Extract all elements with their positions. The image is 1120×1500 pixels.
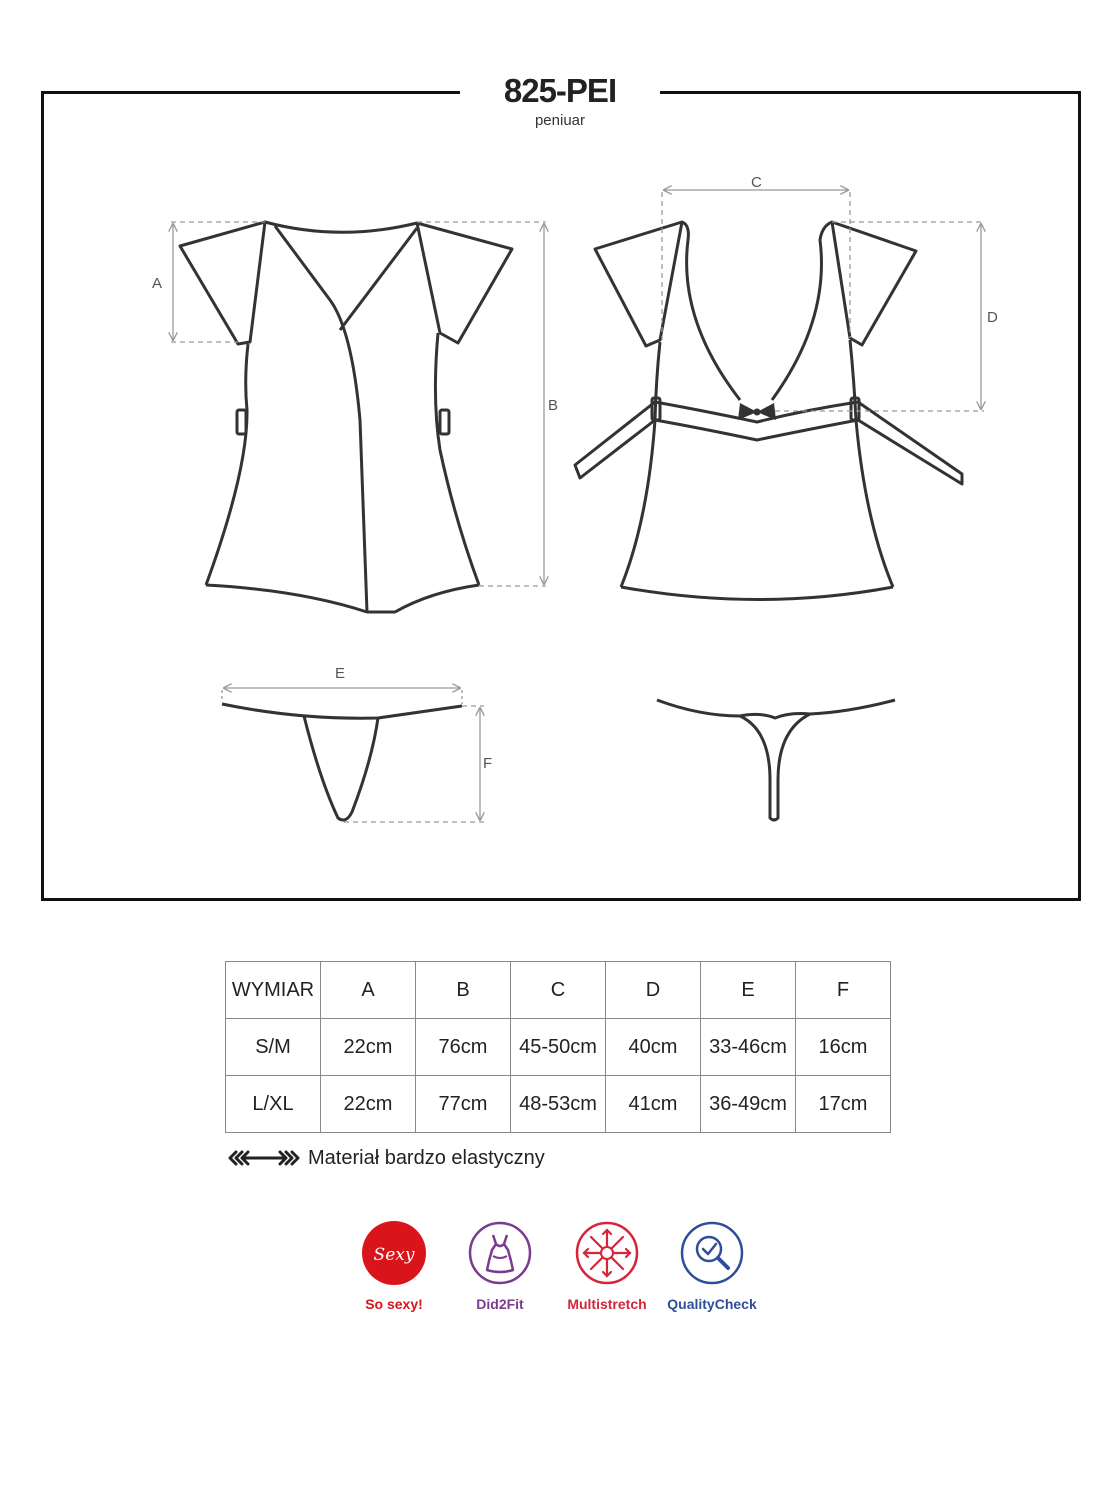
table-row	[226, 1019, 891, 1076]
badge-label: QualityCheck	[667, 1296, 757, 1312]
table-cell: 16cm	[796, 1019, 891, 1076]
badge-so-sexy	[339, 1220, 449, 1312]
table-header-row	[226, 962, 891, 1019]
table-header-cell: E	[701, 962, 796, 1019]
dimension-d	[775, 222, 998, 411]
dimension-f	[344, 706, 492, 822]
table-header-cell: F	[796, 962, 891, 1019]
sexy-badge-icon	[361, 1220, 427, 1286]
dimension-d-label: D	[987, 309, 998, 326]
sexy-badge-text: Sexy	[373, 1245, 415, 1265]
stretch-note	[228, 1145, 545, 1171]
thong-front-outline	[222, 704, 462, 820]
dimension-c-label: C	[751, 174, 762, 191]
quality-check-magnifier-icon	[679, 1220, 745, 1286]
model-title: 825-PEI	[503, 72, 617, 109]
badge-multistretch	[552, 1220, 662, 1312]
badge-label: Did2Fit	[476, 1296, 524, 1312]
table-cell: 22cm	[321, 1076, 416, 1133]
model-subtitle: peniuar	[534, 112, 586, 129]
table-cell: 48-53cm	[511, 1076, 606, 1133]
size-table	[225, 961, 891, 1133]
table-cell: 45-50cm	[511, 1019, 606, 1076]
multistretch-icon	[574, 1220, 640, 1286]
table-cell: 33-46cm	[701, 1019, 796, 1076]
dimension-a	[152, 222, 265, 342]
badge-did2fit	[445, 1220, 555, 1312]
robe-front-outline	[180, 222, 512, 612]
table-cell: 76cm	[416, 1019, 511, 1076]
dimension-b	[417, 222, 558, 586]
table-cell: 41cm	[606, 1076, 701, 1133]
dimension-e	[222, 665, 462, 704]
stretch-note-text: Materiał bardzo elastyczny	[308, 1146, 545, 1169]
badge-label: So sexy!	[365, 1296, 423, 1312]
table-cell: 17cm	[796, 1076, 891, 1133]
did2fit-dress-icon	[467, 1220, 533, 1286]
thong-back-outline	[657, 700, 895, 820]
table-row	[226, 1076, 891, 1133]
table-header-cell: C	[511, 962, 606, 1019]
table-cell: 40cm	[606, 1019, 701, 1076]
table-header-cell: A	[321, 962, 416, 1019]
table-header-cell: D	[606, 962, 701, 1019]
table-cell: 77cm	[416, 1076, 511, 1133]
table-cell: 36-49cm	[701, 1076, 796, 1133]
dimension-b-label: B	[548, 397, 559, 414]
table-cell: 22cm	[321, 1019, 416, 1076]
badge-quality-check	[657, 1220, 767, 1312]
dimension-e-label: E	[335, 665, 346, 682]
badge-label: Multistretch	[567, 1296, 647, 1312]
bow-icon	[738, 403, 776, 420]
table-header-cell: B	[416, 962, 511, 1019]
double-arrow-stretch-icon	[228, 1148, 300, 1168]
dimension-a-label: A	[152, 275, 163, 292]
table-header-cell: WYMIAR	[226, 962, 321, 1019]
dimension-f-label: F	[483, 755, 493, 772]
table-cell: S/M	[226, 1019, 321, 1076]
table-cell: L/XL	[226, 1076, 321, 1133]
